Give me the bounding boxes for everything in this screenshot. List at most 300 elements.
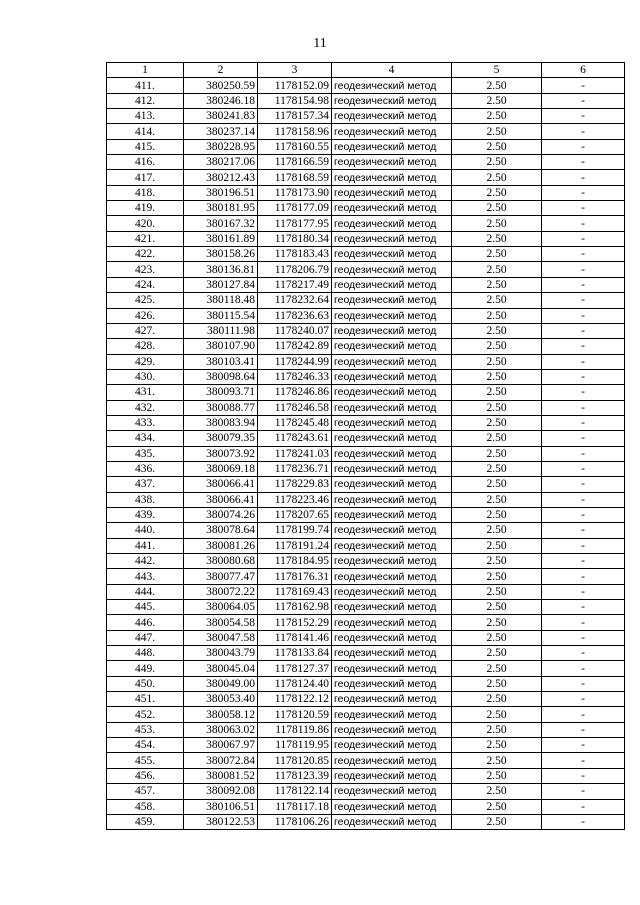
table-row — [107, 630, 625, 645]
accuracy-cell: 2.50 — [452, 630, 542, 645]
table-row — [107, 170, 625, 185]
x-coordinate-cell: 380158.26 — [184, 247, 258, 262]
table-row — [107, 385, 625, 400]
accuracy-cell: 2.50 — [452, 446, 542, 461]
y-coordinate-cell: 1178124.40 — [258, 676, 332, 691]
point-number-cell: 445. — [107, 600, 184, 615]
table-row — [107, 339, 625, 354]
point-number-cell: 437. — [107, 477, 184, 492]
method-cell: геодезический метод — [332, 293, 452, 308]
x-coordinate-cell: 380069.18 — [184, 461, 258, 476]
description-cell: - — [542, 185, 625, 200]
table-row — [107, 247, 625, 262]
x-coordinate-cell: 380107.90 — [184, 339, 258, 354]
accuracy-cell: 2.50 — [452, 262, 542, 277]
point-number-cell: 430. — [107, 369, 184, 384]
description-cell: - — [542, 78, 625, 93]
y-coordinate-cell: 1178168.59 — [258, 170, 332, 185]
y-coordinate-cell: 1178176.31 — [258, 569, 332, 584]
y-coordinate-cell: 1178162.98 — [258, 600, 332, 615]
point-number-cell: 423. — [107, 262, 184, 277]
method-cell: геодезический метод — [332, 461, 452, 476]
table-row — [107, 753, 625, 768]
x-coordinate-cell: 380058.12 — [184, 707, 258, 722]
point-number-cell: 439. — [107, 507, 184, 522]
method-cell: геодезический метод — [332, 799, 452, 814]
x-coordinate-cell: 380098.64 — [184, 369, 258, 384]
table-row — [107, 538, 625, 553]
point-number-cell: 414. — [107, 124, 184, 139]
accuracy-cell: 2.50 — [452, 431, 542, 446]
table-row — [107, 461, 625, 476]
accuracy-cell: 2.50 — [452, 477, 542, 492]
point-number-cell: 417. — [107, 170, 184, 185]
accuracy-cell: 2.50 — [452, 323, 542, 338]
method-cell: геодезический метод — [332, 722, 452, 737]
description-cell: - — [542, 738, 625, 753]
accuracy-cell: 2.50 — [452, 569, 542, 584]
y-coordinate-cell: 1178180.34 — [258, 231, 332, 246]
method-cell: геодезический метод — [332, 523, 452, 538]
point-number-cell: 413. — [107, 109, 184, 124]
accuracy-cell: 2.50 — [452, 139, 542, 154]
accuracy-cell: 2.50 — [452, 707, 542, 722]
accuracy-cell: 2.50 — [452, 78, 542, 93]
accuracy-cell: 2.50 — [452, 93, 542, 108]
point-number-cell: 427. — [107, 323, 184, 338]
method-cell: геодезический метод — [332, 768, 452, 783]
description-cell: - — [542, 201, 625, 216]
point-number-cell: 436. — [107, 461, 184, 476]
accuracy-cell: 2.50 — [452, 814, 542, 829]
method-cell: геодезический метод — [332, 814, 452, 829]
method-cell: геодезический метод — [332, 339, 452, 354]
table-row — [107, 231, 625, 246]
y-coordinate-cell: 1178199.74 — [258, 523, 332, 538]
description-cell: - — [542, 646, 625, 661]
method-cell: геодезический метод — [332, 707, 452, 722]
description-cell: - — [542, 216, 625, 231]
method-cell: геодезический метод — [332, 308, 452, 323]
x-coordinate-cell: 380228.95 — [184, 139, 258, 154]
accuracy-cell: 2.50 — [452, 339, 542, 354]
table-row — [107, 584, 625, 599]
table-row — [107, 554, 625, 569]
accuracy-cell: 2.50 — [452, 400, 542, 415]
x-coordinate-cell: 380106.51 — [184, 799, 258, 814]
y-coordinate-cell: 1178154.98 — [258, 93, 332, 108]
y-coordinate-cell: 1178246.58 — [258, 400, 332, 415]
method-cell: геодезический метод — [332, 323, 452, 338]
method-cell: геодезический метод — [332, 400, 452, 415]
accuracy-cell: 2.50 — [452, 277, 542, 292]
accuracy-cell: 2.50 — [452, 661, 542, 676]
column-header-x: 2 — [184, 63, 258, 78]
method-cell: геодезический метод — [332, 431, 452, 446]
table-row — [107, 155, 625, 170]
accuracy-cell: 2.50 — [452, 507, 542, 522]
accuracy-cell: 2.50 — [452, 124, 542, 139]
description-cell: - — [542, 369, 625, 384]
y-coordinate-cell: 1178119.86 — [258, 722, 332, 737]
point-number-cell: 455. — [107, 753, 184, 768]
method-cell: геодезический метод — [332, 569, 452, 584]
x-coordinate-cell: 380064.05 — [184, 600, 258, 615]
description-cell: - — [542, 446, 625, 461]
y-coordinate-cell: 1178158.96 — [258, 124, 332, 139]
x-coordinate-cell: 380136.81 — [184, 262, 258, 277]
point-number-cell: 448. — [107, 646, 184, 661]
description-cell: - — [542, 630, 625, 645]
method-cell: геодезический метод — [332, 738, 452, 753]
method-cell: геодезический метод — [332, 661, 452, 676]
y-coordinate-cell: 1178133.84 — [258, 646, 332, 661]
accuracy-cell: 2.50 — [452, 768, 542, 783]
point-number-cell: 412. — [107, 93, 184, 108]
point-number-cell: 419. — [107, 201, 184, 216]
x-coordinate-cell: 380047.58 — [184, 630, 258, 645]
description-cell: - — [542, 554, 625, 569]
description-cell: - — [542, 799, 625, 814]
y-coordinate-cell: 1178184.95 — [258, 554, 332, 569]
table-row — [107, 707, 625, 722]
accuracy-cell: 2.50 — [452, 170, 542, 185]
table-row — [107, 78, 625, 93]
y-coordinate-cell: 1178122.14 — [258, 784, 332, 799]
y-coordinate-cell: 1178229.83 — [258, 477, 332, 492]
method-cell: геодезический метод — [332, 185, 452, 200]
y-coordinate-cell: 1178117.18 — [258, 799, 332, 814]
page-number: 11 — [313, 36, 327, 51]
x-coordinate-cell: 380111.98 — [184, 323, 258, 338]
y-coordinate-cell: 1178246.33 — [258, 369, 332, 384]
table-row — [107, 768, 625, 783]
point-number-cell: 452. — [107, 707, 184, 722]
method-cell: геодезический метод — [332, 369, 452, 384]
y-coordinate-cell: 1178123.39 — [258, 768, 332, 783]
description-cell: - — [542, 155, 625, 170]
x-coordinate-cell: 380241.83 — [184, 109, 258, 124]
x-coordinate-cell: 380196.51 — [184, 185, 258, 200]
header-row — [107, 63, 625, 78]
x-coordinate-cell: 380078.64 — [184, 523, 258, 538]
y-coordinate-cell: 1178240.07 — [258, 323, 332, 338]
y-coordinate-cell: 1178106.26 — [258, 814, 332, 829]
accuracy-cell: 2.50 — [452, 185, 542, 200]
x-coordinate-cell: 380081.52 — [184, 768, 258, 783]
point-number-cell: 415. — [107, 139, 184, 154]
accuracy-cell: 2.50 — [452, 415, 542, 430]
point-number-cell: 442. — [107, 554, 184, 569]
y-coordinate-cell: 1178245.48 — [258, 415, 332, 430]
accuracy-cell: 2.50 — [452, 799, 542, 814]
accuracy-cell: 2.50 — [452, 231, 542, 246]
point-number-cell: 416. — [107, 155, 184, 170]
point-number-cell: 433. — [107, 415, 184, 430]
x-coordinate-cell: 380074.26 — [184, 507, 258, 522]
point-number-cell: 446. — [107, 615, 184, 630]
description-cell: - — [542, 492, 625, 507]
description-cell: - — [542, 354, 625, 369]
point-number-cell: 438. — [107, 492, 184, 507]
accuracy-cell: 2.50 — [452, 155, 542, 170]
point-number-cell: 424. — [107, 277, 184, 292]
x-coordinate-cell: 380246.18 — [184, 93, 258, 108]
x-coordinate-cell: 380088.77 — [184, 400, 258, 415]
description-cell: - — [542, 600, 625, 615]
table-row — [107, 354, 625, 369]
y-coordinate-cell: 1178183.43 — [258, 247, 332, 262]
point-number-cell: 457. — [107, 784, 184, 799]
x-coordinate-cell: 380092.08 — [184, 784, 258, 799]
point-number-cell: 449. — [107, 661, 184, 676]
description-cell: - — [542, 231, 625, 246]
y-coordinate-cell: 1178122.12 — [258, 692, 332, 707]
accuracy-cell: 2.50 — [452, 216, 542, 231]
description-cell: - — [542, 507, 625, 522]
method-cell: геодезический метод — [332, 446, 452, 461]
x-coordinate-cell: 380043.79 — [184, 646, 258, 661]
description-cell: - — [542, 339, 625, 354]
x-coordinate-cell: 380181.95 — [184, 201, 258, 216]
y-coordinate-cell: 1178166.59 — [258, 155, 332, 170]
table-row — [107, 185, 625, 200]
description-cell: - — [542, 262, 625, 277]
method-cell: геодезический метод — [332, 231, 452, 246]
y-coordinate-cell: 1178223.46 — [258, 492, 332, 507]
table-row — [107, 431, 625, 446]
table-row — [107, 201, 625, 216]
accuracy-cell: 2.50 — [452, 369, 542, 384]
description-cell: - — [542, 538, 625, 553]
point-number-cell: 428. — [107, 339, 184, 354]
x-coordinate-cell: 380103.41 — [184, 354, 258, 369]
method-cell: геодезический метод — [332, 155, 452, 170]
description-cell: - — [542, 431, 625, 446]
description-cell: - — [542, 170, 625, 185]
point-number-cell: 435. — [107, 446, 184, 461]
description-cell: - — [542, 461, 625, 476]
table-row — [107, 109, 625, 124]
table-row — [107, 93, 625, 108]
table-row — [107, 262, 625, 277]
y-coordinate-cell: 1178141.46 — [258, 630, 332, 645]
y-coordinate-cell: 1178119.95 — [258, 738, 332, 753]
description-cell: - — [542, 109, 625, 124]
x-coordinate-cell: 380080.68 — [184, 554, 258, 569]
description-cell: - — [542, 385, 625, 400]
x-coordinate-cell: 380066.41 — [184, 492, 258, 507]
method-cell: геодезический метод — [332, 415, 452, 430]
point-number-cell: 458. — [107, 799, 184, 814]
accuracy-cell: 2.50 — [452, 492, 542, 507]
x-coordinate-cell: 380072.84 — [184, 753, 258, 768]
description-cell: - — [542, 753, 625, 768]
y-coordinate-cell: 1178152.29 — [258, 615, 332, 630]
method-cell: геодезический метод — [332, 753, 452, 768]
point-number-cell: 450. — [107, 676, 184, 691]
table-row — [107, 400, 625, 415]
y-coordinate-cell: 1178177.09 — [258, 201, 332, 216]
description-cell: - — [542, 400, 625, 415]
method-cell: геодезический метод — [332, 78, 452, 93]
x-coordinate-cell: 380122.53 — [184, 814, 258, 829]
y-coordinate-cell: 1178160.55 — [258, 139, 332, 154]
x-coordinate-cell: 380077.47 — [184, 569, 258, 584]
method-cell: геодезический метод — [332, 139, 452, 154]
method-cell: геодезический метод — [332, 262, 452, 277]
point-number-cell: 411. — [107, 78, 184, 93]
method-cell: геодезический метод — [332, 170, 452, 185]
y-coordinate-cell: 1178232.64 — [258, 293, 332, 308]
table-row — [107, 600, 625, 615]
point-number-cell: 444. — [107, 584, 184, 599]
y-coordinate-cell: 1178244.99 — [258, 354, 332, 369]
point-number-cell: 422. — [107, 247, 184, 262]
table-row — [107, 569, 625, 584]
x-coordinate-cell: 380167.32 — [184, 216, 258, 231]
table-row — [107, 477, 625, 492]
method-cell: геодезический метод — [332, 692, 452, 707]
point-number-cell: 447. — [107, 630, 184, 645]
x-coordinate-cell: 380045.04 — [184, 661, 258, 676]
accuracy-cell: 2.50 — [452, 109, 542, 124]
method-cell: геодезический метод — [332, 538, 452, 553]
description-cell: - — [542, 308, 625, 323]
column-header-description: 6 — [542, 63, 625, 78]
accuracy-cell: 2.50 — [452, 676, 542, 691]
table-row — [107, 124, 625, 139]
point-number-cell: 440. — [107, 523, 184, 538]
method-cell: геодезический метод — [332, 507, 452, 522]
accuracy-cell: 2.50 — [452, 692, 542, 707]
table-row — [107, 293, 625, 308]
y-coordinate-cell: 1178246.86 — [258, 385, 332, 400]
description-cell: - — [542, 692, 625, 707]
y-coordinate-cell: 1178206.79 — [258, 262, 332, 277]
table-row — [107, 615, 625, 630]
accuracy-cell: 2.50 — [452, 201, 542, 216]
description-cell: - — [542, 676, 625, 691]
x-coordinate-cell: 380250.59 — [184, 78, 258, 93]
point-number-cell: 418. — [107, 185, 184, 200]
description-cell: - — [542, 661, 625, 676]
accuracy-cell: 2.50 — [452, 354, 542, 369]
point-number-cell: 443. — [107, 569, 184, 584]
x-coordinate-cell: 380161.89 — [184, 231, 258, 246]
method-cell: геодезический метод — [332, 247, 452, 262]
method-cell: геодезический метод — [332, 124, 452, 139]
column-header-accuracy: 5 — [452, 63, 542, 78]
accuracy-cell: 2.50 — [452, 308, 542, 323]
column-header-number: 1 — [107, 63, 184, 78]
method-cell: геодезический метод — [332, 584, 452, 599]
description-cell: - — [542, 615, 625, 630]
y-coordinate-cell: 1178236.63 — [258, 308, 332, 323]
table-row — [107, 507, 625, 522]
table-row — [107, 676, 625, 691]
table-row — [107, 415, 625, 430]
x-coordinate-cell: 380073.92 — [184, 446, 258, 461]
x-coordinate-cell: 380053.40 — [184, 692, 258, 707]
column-header-method: 4 — [332, 63, 452, 78]
table-row — [107, 784, 625, 799]
description-cell: - — [542, 247, 625, 262]
method-cell: геодезический метод — [332, 615, 452, 630]
accuracy-cell: 2.50 — [452, 554, 542, 569]
table-row — [107, 323, 625, 338]
y-coordinate-cell: 1178120.85 — [258, 753, 332, 768]
table-row — [107, 738, 625, 753]
accuracy-cell: 2.50 — [452, 461, 542, 476]
y-coordinate-cell: 1178127.37 — [258, 661, 332, 676]
x-coordinate-cell: 380217.06 — [184, 155, 258, 170]
method-cell: геодезический метод — [332, 784, 452, 799]
y-coordinate-cell: 1178243.61 — [258, 431, 332, 446]
x-coordinate-cell: 380237.14 — [184, 124, 258, 139]
description-cell: - — [542, 584, 625, 599]
method-cell: геодезический метод — [332, 554, 452, 569]
accuracy-cell: 2.50 — [452, 247, 542, 262]
x-coordinate-cell: 380081.26 — [184, 538, 258, 553]
x-coordinate-cell: 380212.43 — [184, 170, 258, 185]
accuracy-cell: 2.50 — [452, 722, 542, 737]
accuracy-cell: 2.50 — [452, 600, 542, 615]
x-coordinate-cell: 380093.71 — [184, 385, 258, 400]
x-coordinate-cell: 380072.22 — [184, 584, 258, 599]
point-number-cell: 459. — [107, 814, 184, 829]
description-cell: - — [542, 707, 625, 722]
accuracy-cell: 2.50 — [452, 385, 542, 400]
point-number-cell: 456. — [107, 768, 184, 783]
y-coordinate-cell: 1178242.89 — [258, 339, 332, 354]
table-row — [107, 646, 625, 661]
x-coordinate-cell: 380063.02 — [184, 722, 258, 737]
description-cell: - — [542, 768, 625, 783]
accuracy-cell: 2.50 — [452, 615, 542, 630]
point-number-cell: 432. — [107, 400, 184, 415]
table-row — [107, 308, 625, 323]
x-coordinate-cell: 380066.41 — [184, 477, 258, 492]
point-number-cell: 421. — [107, 231, 184, 246]
description-cell: - — [542, 784, 625, 799]
description-cell: - — [542, 277, 625, 292]
method-cell: геодезический метод — [332, 93, 452, 108]
point-number-cell: 425. — [107, 293, 184, 308]
method-cell: геодезический метод — [332, 630, 452, 645]
accuracy-cell: 2.50 — [452, 523, 542, 538]
y-coordinate-cell: 1178191.24 — [258, 538, 332, 553]
column-header-y: 3 — [258, 63, 332, 78]
y-coordinate-cell: 1178169.43 — [258, 584, 332, 599]
accuracy-cell: 2.50 — [452, 584, 542, 599]
table-row — [107, 799, 625, 814]
y-coordinate-cell: 1178157.34 — [258, 109, 332, 124]
table-row — [107, 139, 625, 154]
table-row — [107, 446, 625, 461]
description-cell: - — [542, 323, 625, 338]
y-coordinate-cell: 1178207.65 — [258, 507, 332, 522]
point-number-cell: 454. — [107, 738, 184, 753]
x-coordinate-cell: 380083.94 — [184, 415, 258, 430]
table-row — [107, 523, 625, 538]
table-body — [107, 78, 625, 830]
method-cell: геодезический метод — [332, 109, 452, 124]
x-coordinate-cell: 380067.97 — [184, 738, 258, 753]
method-cell: геодезический метод — [332, 201, 452, 216]
table-row — [107, 661, 625, 676]
method-cell: геодезический метод — [332, 492, 452, 507]
